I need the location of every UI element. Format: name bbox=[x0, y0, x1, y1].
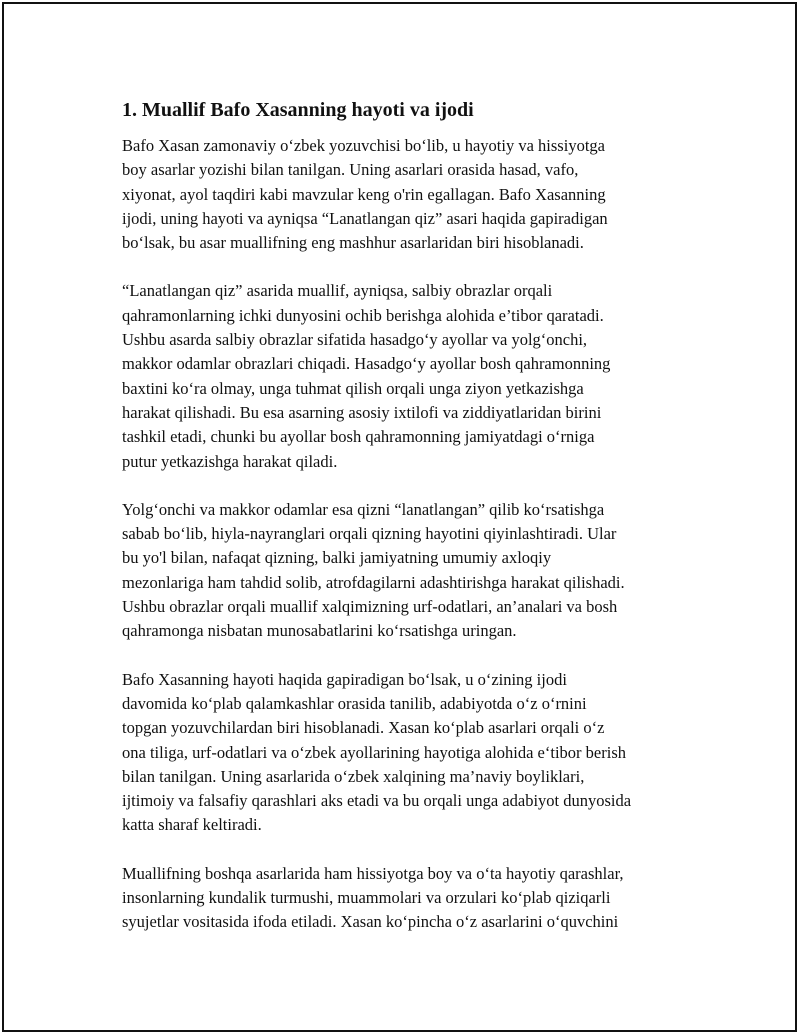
document-page bbox=[2, 2, 797, 1032]
paragraph-negative-characters: “Lanatlangan qiz” asarida muallif, ayniqsa, salbiy obrazlar orqali qahramonlarning ichki dunyosini ochib berishga alohida e’tibor qaratadi. Ushbu asarda salbiy obrazlar sifatida hasadgo‘y ayollar va yolg‘onchi, makkor odamlar obrazlari chiqadi. Hasadgo‘y ayollar bosh qahramonning baxtini ko‘ra olmay, unga tuhmat qilish orqali unga ziyon yetkazishga harakat qilishadi. Bu esa asarning asosiy ixtilofi va ziddiyatlaridan birini tashkil etadi, chunki bu ayollar bosh qahramonning jamiyatdagi o‘rniga putur yetkazishga harakat qiladi. bbox=[122, 281, 611, 471]
section-title: 1. Muallif Bafo Xasanning hayoti va ijodi bbox=[122, 99, 474, 121]
paragraph-author-life: Bafo Xasanning hayoti haqida gapiradigan bo‘lsak, u o‘zining ijodi davomida ko‘plab qalamkashlar orasida tanilib, adabiyotda o‘z o‘rnini topgan yozuvchilardan biri hisoblanadi. Xasan ko‘plab asarlari orqali o‘z ona tiliga, urf-odatlari va o‘zbek ayollarining hayotiga alohida e‘tibor berish bilan tanilgan. Uning asarlarida o‘zbek xalqining ma’naviy boyliklari, ijtimoiy va falsafiy qarashlari aks etadi va bu orqali unga adabiyot dunyosida katta sharaf keltiradi. bbox=[122, 669, 632, 835]
paragraph-intro: Bafo Xasan zamonaviy o‘zbek yozuvchisi bo‘lib, u hayotiy va hissiyotga boy asarlar yozishi bilan tanilgan. Uning asarlari orasida hasad, vafo, xiyonat, ayol taqdiri kabi mavzular keng o'rin egallagan. Bafo Xasanning ijodi, uning hayoti va ayniqsa “Lanatlangan qiz” asari haqida gapiradigan bo‘lsak, bu asar muallifning eng mashhur asarlaridan biri hisoblanadi. bbox=[122, 136, 608, 253]
document-content bbox=[122, 96, 722, 959]
paragraph-other-works: Muallifning boshqa asarlarida ham hissiyotga boy va o‘ta hayotiy qarashlar, insonlarning kundalik turmushi, muammolari va orzulari ko‘plab qiziqarli syujetlar vositasida ifoda etiladi. Xasan ko‘pincha o‘z asarlarini o‘quvchini bbox=[122, 863, 624, 932]
paragraph-deceitful-people: Yolg‘onchi va makkor odamlar esa qizni “lanatlangan” qilib ko‘rsatishga sabab bo‘lib, hiyla-nayranglari orqali qizning hayotini qiyinlashtiradi. Ular bu yo'l bilan, nafaqat qizning, balki jamiyatning umumiy axloqiy mezonlariga ham tahdid solib, atrofdagilarni adashtirishga harakat qilishadi. Ushbu obrazlar orqali muallif xalqimizning urf-odatlari, an’analari va bosh qahramonga nisbatan munosabatlarini ko‘rsatishga uringan. bbox=[122, 499, 625, 641]
